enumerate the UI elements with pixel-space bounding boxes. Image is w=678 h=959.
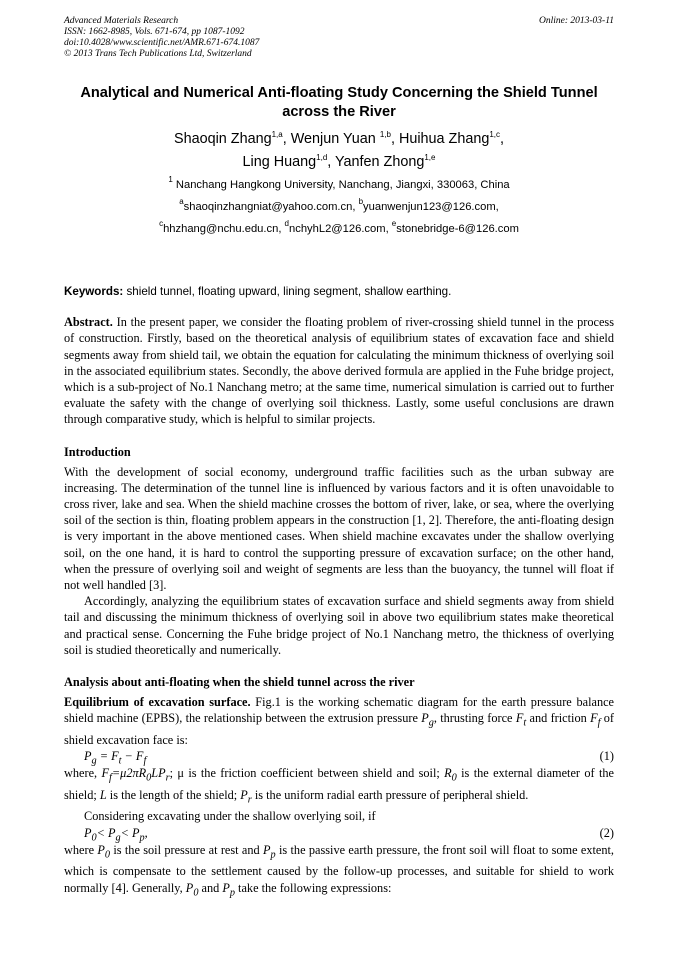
journal-name: Advanced Materials Research: [64, 16, 179, 26]
symbol-sub: 0: [193, 886, 199, 898]
keywords: [64, 284, 614, 300]
text-run: take the following expressions:: [234, 880, 392, 895]
online-date: Online: 2013-03-11: [538, 16, 614, 26]
text-run: is the soil pressure at rest and: [110, 842, 264, 857]
email-sup: c: [159, 219, 164, 228]
text-run: and friction: [526, 711, 591, 726]
symbol-sub: r: [165, 772, 170, 784]
keywords-label: Keywords:: [64, 285, 124, 298]
symbol-sub: t: [523, 717, 527, 729]
excavation-paragraph: [64, 694, 614, 748]
keywords-text: shield tunnel, floating upward, lining segment, shallow earthing.: [123, 285, 452, 298]
section-heading-introduction: Introduction: [64, 444, 131, 459]
author-list: [64, 128, 614, 174]
affiliation-block: [64, 174, 614, 240]
text-run: is the passive earth pressure, the front soil will float to some extent, which is compensate to the settlement caused by the follow-up processes, and suitable for shield to work normally [4]. Generally,: [64, 842, 614, 895]
equation-number: (1): [599, 749, 614, 764]
email-link[interactable]: yuanwenjun123@126.com,: [363, 201, 499, 213]
text-run: where,: [64, 766, 102, 781]
eq-term: P: [84, 749, 92, 764]
aff-sup: 1: [168, 175, 173, 184]
author-name: Yanfen Zhong: [335, 154, 425, 170]
symbol-sub: 0: [104, 849, 111, 861]
title-block: [64, 84, 614, 240]
author-name: Wenjun Yuan: [290, 131, 380, 147]
eq-term: − F: [121, 749, 144, 764]
email-link[interactable]: stonebridge-6@126.com: [396, 223, 519, 235]
email-sup: a: [179, 197, 184, 206]
symbol: P: [263, 842, 271, 857]
eq-term: P: [84, 825, 92, 840]
symbol-sub: f: [108, 772, 112, 784]
symbol-sub: p: [270, 849, 276, 861]
subsection-label: Equilibrium of excavation surface.: [64, 695, 251, 710]
symbol: R: [444, 766, 452, 781]
author-line-2: [64, 151, 614, 174]
eq-term: ,: [144, 825, 148, 840]
affiliation-text: Nanchang Hangkong University, Nanchang, Jiangxi, 330063, China: [172, 179, 510, 191]
where-paragraph-2: [64, 842, 614, 902]
email-link[interactable]: shaoqinzhangniat@yahoo.com.cn,: [183, 201, 359, 213]
copyright-line: © 2013 Trans Tech Publications Ltd, Switzerland: [64, 49, 252, 59]
symbol: L: [99, 787, 107, 802]
issn-line: ISSN: 1662-8985, Vols. 671-674, pp 1087-1092: [64, 27, 245, 37]
email-line-2: [64, 218, 614, 240]
text-run: , thrusting force: [433, 711, 516, 726]
eq-sub: g: [115, 832, 121, 844]
symbol: P: [222, 880, 230, 895]
symbol: P: [185, 880, 194, 895]
email-link[interactable]: nchyhL2@126.com,: [289, 223, 392, 235]
email-sup: d: [284, 219, 289, 228]
where-paragraph-1: [64, 765, 614, 808]
text-run: ; μ is the friction coefficient between shield and soil;: [169, 766, 445, 781]
symbol: =μ2πR: [111, 766, 147, 781]
symbol: P: [421, 711, 429, 726]
email-sup: b: [358, 197, 364, 206]
symbol: F: [101, 766, 109, 781]
eq-sub: 0: [91, 832, 97, 844]
affiliation-line: [64, 174, 614, 196]
text-run: Fig.1 is the working schematic diagram for the earth pressure balance shield machine (EPBS), the relationship between the extrusion pressure: [64, 695, 615, 726]
symbol: P: [240, 787, 248, 802]
intro-paragraph-2: Accordingly, analyzing the equilibrium states of excavation surface and shield segments away from shield tail and discussing the minimum thickness of overlying soil in above two equilibrium states make theoretical and practical sense. Concerning the Fuhe bridge project of No.1 Nanchang metro, the thickness of overlying soil is studied theoretically and numerically.: [64, 594, 614, 657]
equation-number: (2): [599, 825, 614, 840]
eq-term: = F: [96, 749, 119, 764]
author-separator: ,: [390, 131, 399, 147]
journal-info: [64, 16, 614, 60]
eq-sub: f: [143, 755, 147, 767]
author-separator: ,: [282, 131, 291, 147]
intro-paragraph-1: With the development of social economy, underground traffic facilities such as the urban subway are increasing. The determination of the tunnel line is influenced by various factors and it is often unavoidable to cross river, lake and sea. When the shield machine crosses the bottom of river, lake, or sea, where the overlying soil of the section is thin, floating problem appears in the construction [1, 2]. Therefore, the anti-floating design is very important in the above mentioned cases. When shield machine excavates under the shallow overlying soil, on the one hand, it is hard to control the supporting pressure of excavation surface; on the other hand, when the pressure of overlying soil and weight of segments are less than the buoyancy, the tunnel will float if not well handled [3].: [64, 464, 614, 593]
author-sup: 1,a: [271, 130, 283, 139]
email-line-1: [64, 196, 614, 218]
author-name: Shaoqin Zhang: [173, 131, 272, 147]
author-sup: 1,b: [379, 130, 391, 139]
eq-term: < P: [96, 825, 116, 840]
abstract-label: Abstract.: [64, 315, 113, 330]
equation-2: [64, 825, 614, 842]
author-sup: 1,e: [424, 153, 436, 162]
text-run: of shield excavation face is:: [64, 711, 614, 747]
page-header: [64, 16, 614, 60]
eq-term: < P: [120, 825, 140, 840]
text-run: and: [198, 880, 223, 895]
symbol-sub: p: [229, 886, 235, 898]
author-name: Huihua Zhang: [398, 131, 490, 147]
equation-1: [64, 748, 614, 765]
email-link[interactable]: hhzhang@nchu.edu.cn,: [163, 223, 285, 235]
text-run: is the length of the shield;: [106, 787, 241, 802]
symbol: F: [590, 711, 598, 726]
symbol: F: [515, 711, 524, 726]
symbol-sub: 0: [146, 772, 152, 784]
text-run: is the external diameter of the shield;: [64, 766, 614, 802]
abstract: [64, 314, 614, 427]
author-separator: ,: [500, 131, 505, 147]
eq-sub: t: [118, 755, 122, 767]
text-run: is the uniform radial earth pressure of peripheral shield.: [251, 787, 529, 802]
section-heading-analysis: Analysis about anti-floating when the shield tunnel across the river: [64, 675, 415, 690]
abstract-text: In the present paper, we consider the floating problem of river-crossing shield tunnel in the process of construction. Firstly, based on the theoretical analysis of equilibrium states of excavation face and shield segments away from shield tail, we obtain the equation for calculating the minimum thickness of overlying soil in the associated equilibrium states. Secondly, the above derived formula are applied in the Fuhe bridge project, which is a sub-project of No.1 Nanchang metro; at the same time, numerical simulation is carried out to further evaluate the safety with the change of overlying soil thickness. Lastly, some useful conclusions are drawn through comparative study, which is helpful to similar projects.: [64, 315, 614, 427]
author-sup: 1,d: [316, 153, 328, 162]
symbol-sub: f: [597, 717, 601, 729]
paper-title: Analytical and Numerical Anti-floating Study Concerning the Shield Tunnel across the River: [80, 85, 598, 120]
eq-sub: p: [139, 832, 145, 844]
paper-body: [64, 284, 614, 901]
author-line-1: [64, 128, 614, 151]
author-sup: 1,c: [489, 130, 501, 139]
text-run: where: [64, 842, 98, 857]
symbol-sub: r: [247, 794, 252, 806]
author-separator: ,: [327, 154, 336, 170]
symbol-sub: g: [428, 717, 434, 729]
symbol: LP: [151, 766, 166, 781]
doi-line: doi:10.4028/www.scientific.net/AMR.671-674.1087: [64, 38, 260, 48]
symbol-sub: 0: [451, 772, 457, 784]
author-name: Ling Huang: [242, 154, 317, 170]
eq-sub: g: [91, 755, 97, 767]
considering-line: Considering excavating under the shallow overlying soil, if: [84, 809, 376, 824]
email-sup: e: [391, 219, 397, 228]
symbol: P: [97, 842, 105, 857]
